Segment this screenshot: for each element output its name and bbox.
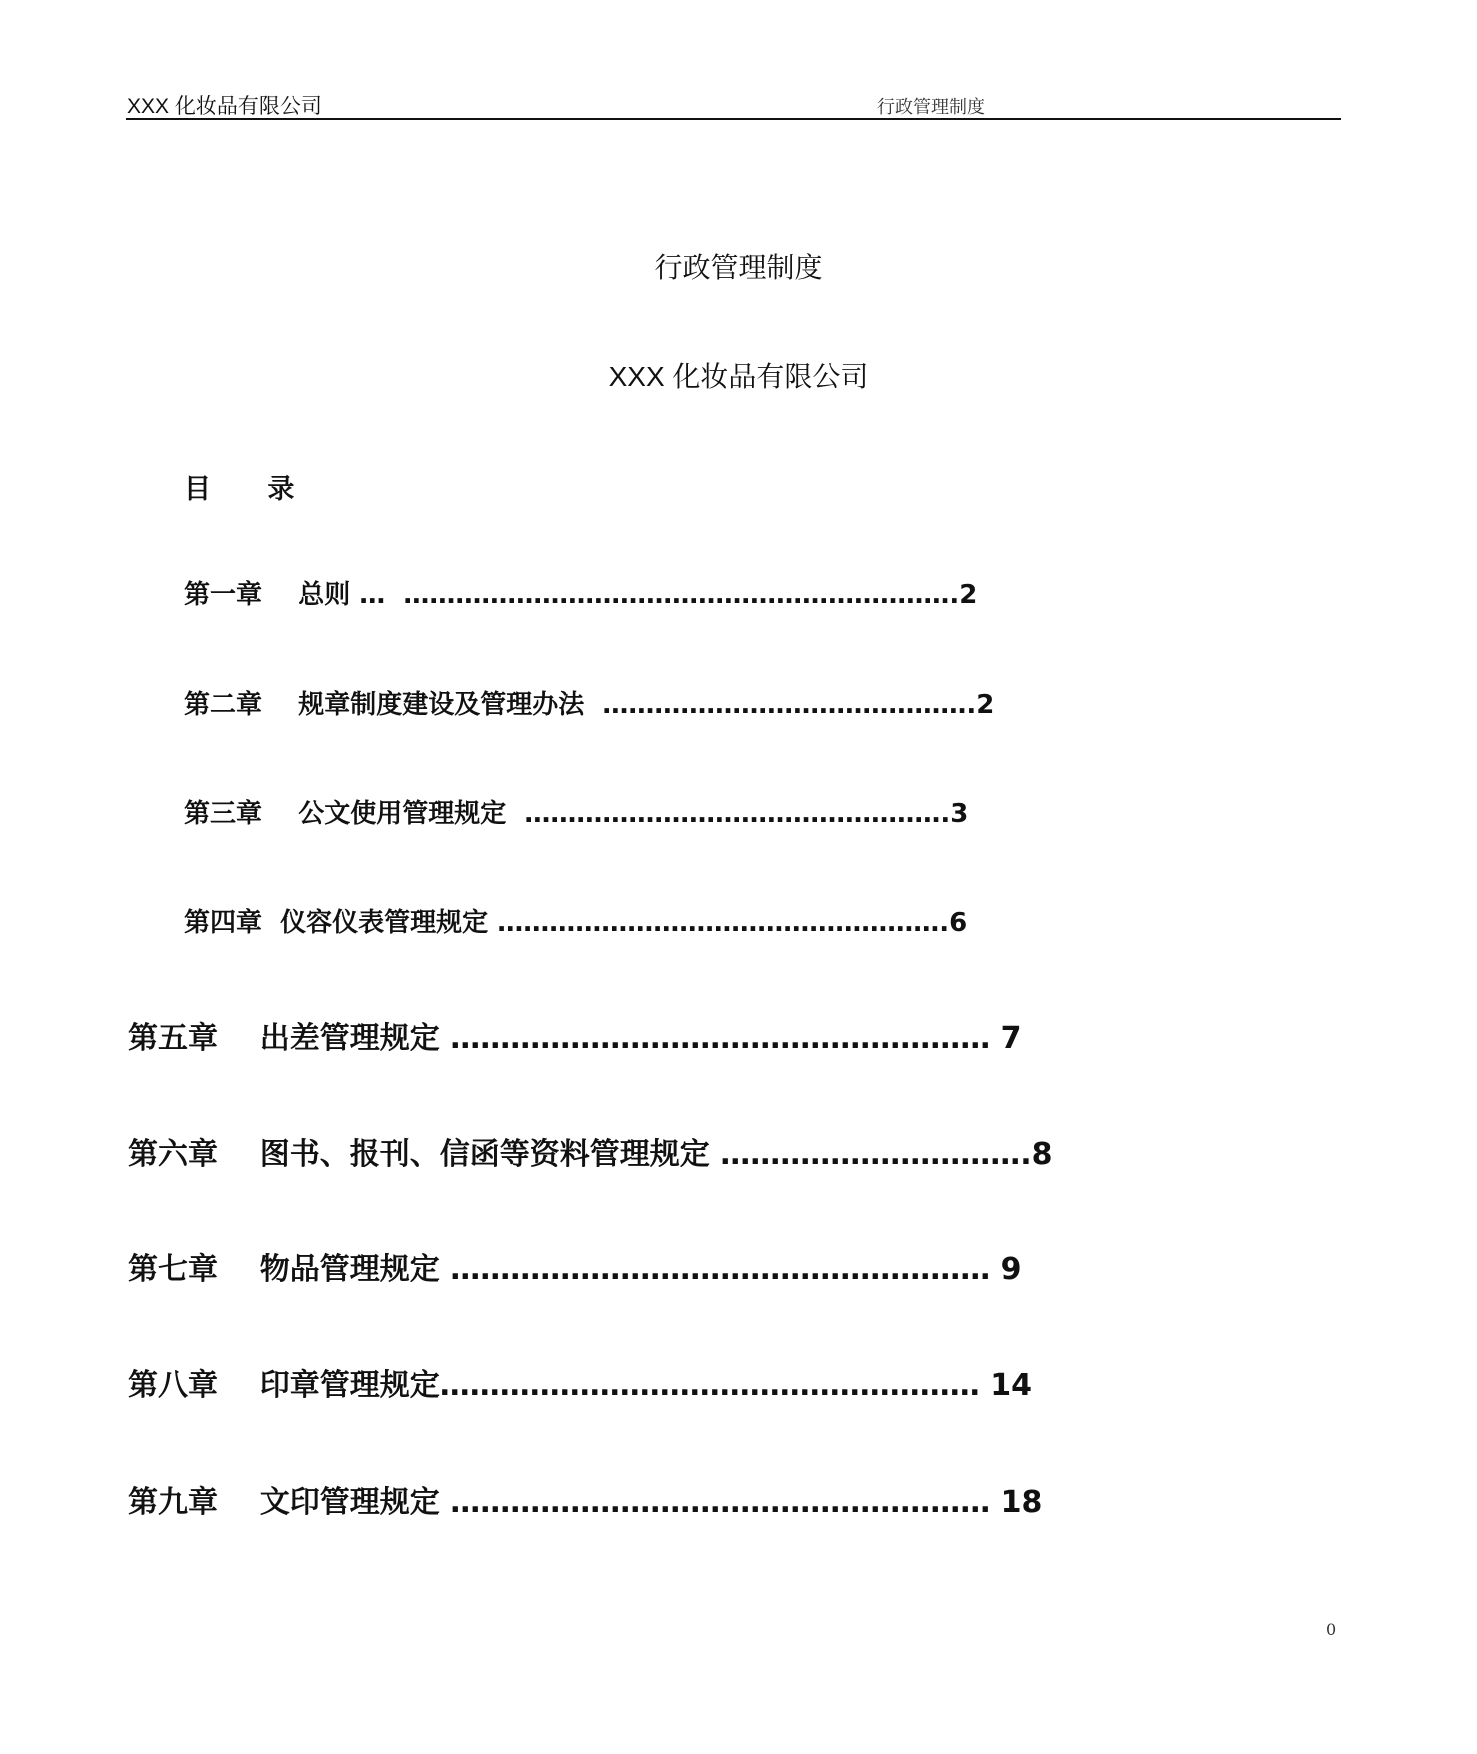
toc-chapter-number: 第八章 [128, 1368, 218, 1403]
toc-chapter-number: 第二章 [184, 690, 263, 720]
toc-chapter-title: 出差管理规定 [259, 1021, 440, 1056]
document-title: 行政管理制度 [654, 252, 823, 283]
toc-heading: 目 录 [184, 474, 295, 505]
header-doc-name: 行政管理制度 [877, 97, 985, 118]
toc-leader-dots: ……………………………………. [584, 690, 977, 720]
toc-leader-dots: ……………………………………………… [439, 1485, 1001, 1520]
toc-chapter-title: 仪容仪表管理规定 [280, 908, 489, 938]
toc-leader-dots: …………………………. [709, 1137, 1032, 1172]
toc-leader-dots: ……………………………………………. [488, 908, 950, 938]
toc-chapter-number: 第五章 [128, 1021, 218, 1056]
toc-chapter-title: 印章管理规定 [259, 1368, 440, 1403]
page-number: 0 [1326, 1620, 1337, 1639]
toc-leader-dots: ……………………………………………… [439, 1252, 1001, 1287]
toc-chapter-number: 第九章 [128, 1485, 218, 1520]
toc-chapter-title: 规章制度建设及管理办法 [298, 690, 585, 720]
toc-leader-dots: ……………………………………………… [439, 1021, 1001, 1056]
toc-chapter-title: 文印管理规定 [259, 1485, 440, 1520]
toc-page-number: 8 [1031, 1137, 1053, 1172]
toc-chapter-title: 物品管理规定 [259, 1252, 440, 1287]
toc-entry-chapter-4[interactable] [184, 902, 967, 939]
toc-page-number: 2 [976, 690, 995, 720]
toc-page-number: 6 [949, 908, 968, 938]
toc-leader-dots: …………………………………………. [506, 799, 951, 829]
toc-page-number: 18 [1000, 1485, 1043, 1520]
toc-entry-chapter-9[interactable] [128, 1477, 1042, 1521]
toc-entry-chapter-1[interactable] [184, 574, 977, 611]
toc-leader-dots: ………………………………………………………. [385, 580, 960, 610]
toc-chapter-number: 第三章 [184, 799, 263, 829]
toc-entry-chapter-3[interactable] [184, 793, 968, 830]
toc-chapter-number: 第六章 [128, 1137, 218, 1172]
toc-entry-chapter-7[interactable] [128, 1244, 1022, 1288]
header-company: XXX 化妆品有限公司 [127, 95, 322, 118]
toc-entry-chapter-2[interactable] [184, 684, 994, 721]
toc-page-number: 9 [1000, 1252, 1022, 1287]
toc-entry-chapter-8[interactable] [128, 1360, 1032, 1404]
toc-chapter-title: 总则 … [298, 580, 386, 610]
toc-leader-dots: ……………………………………………… [439, 1368, 991, 1403]
document-company: XXX 化妆品有限公司 [608, 361, 869, 392]
toc-page-number: 14 [990, 1368, 1032, 1403]
header-rule [126, 118, 1341, 120]
toc-page-number: 2 [959, 580, 978, 610]
toc-page-number: 7 [1000, 1021, 1022, 1056]
toc-entry-chapter-6[interactable] [128, 1129, 1053, 1173]
toc-chapter-title: 图书、报刊、信函等资料管理规定 [259, 1137, 710, 1172]
toc-chapter-number: 第一章 [184, 580, 263, 610]
toc-chapter-title: 公文使用管理规定 [298, 799, 507, 829]
toc-chapter-number: 第四章 [184, 908, 263, 938]
toc-page-number: 3 [950, 799, 969, 829]
toc-entry-chapter-5[interactable] [128, 1013, 1022, 1057]
toc-chapter-number: 第七章 [128, 1252, 218, 1287]
